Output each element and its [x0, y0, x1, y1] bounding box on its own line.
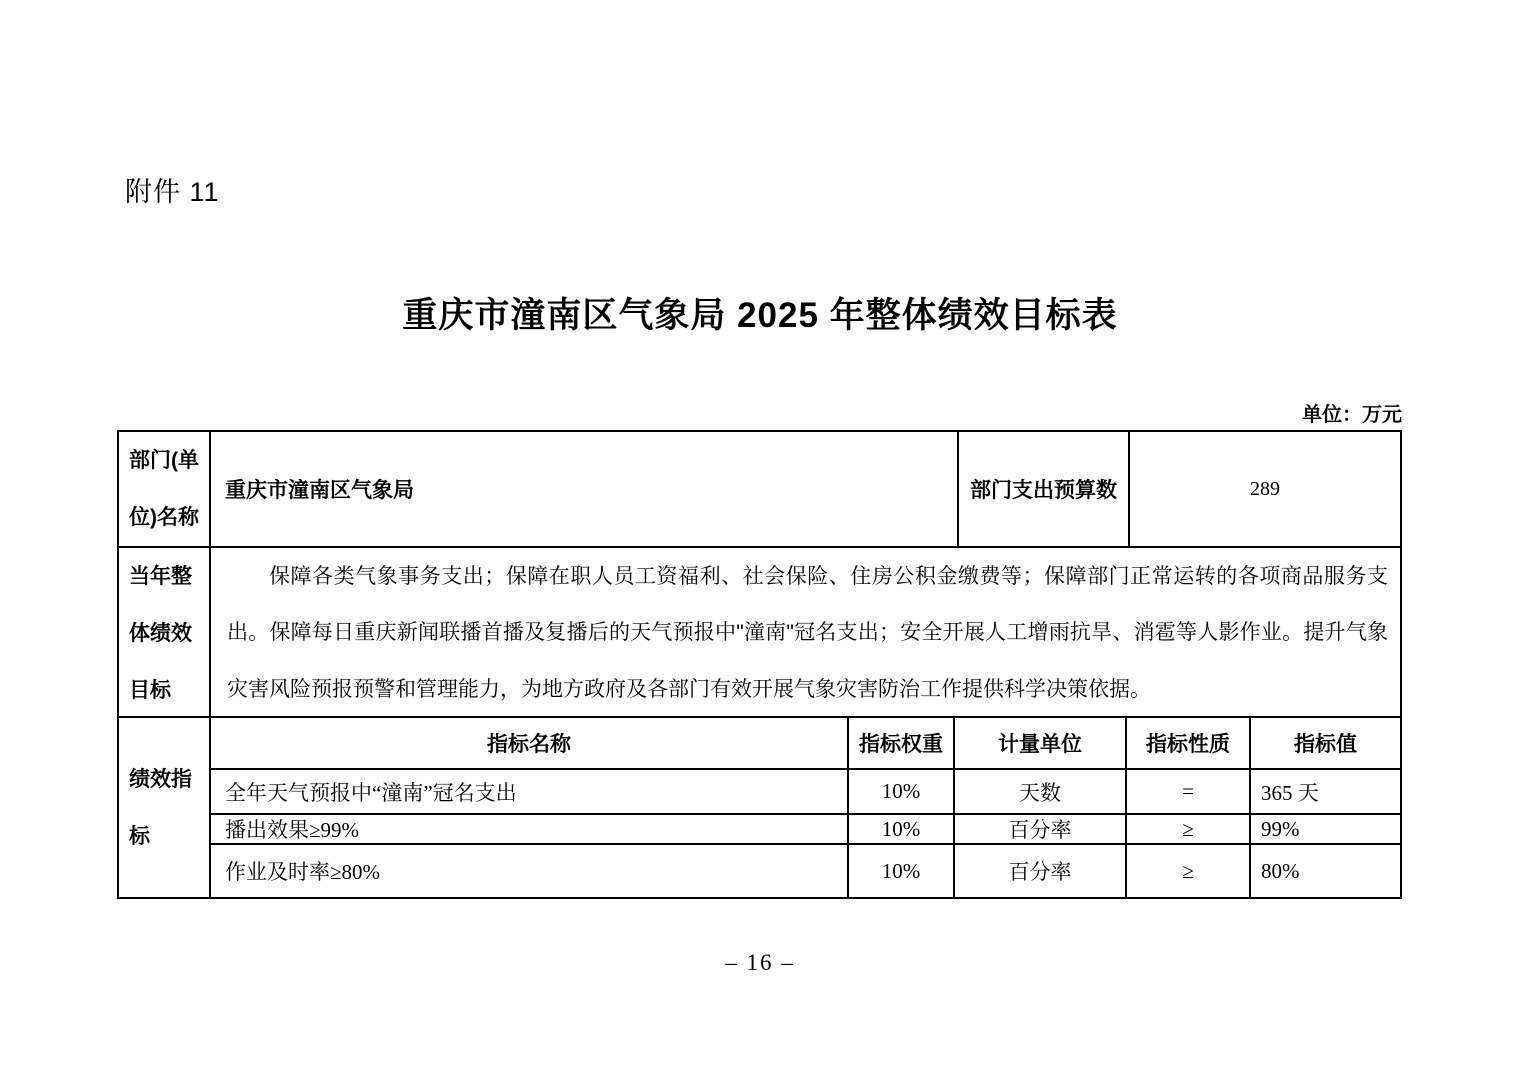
indicator-row-unit: 天数 — [953, 770, 1125, 815]
annual-goal-label — [119, 548, 211, 719]
indicator-row-value: 80% — [1249, 845, 1400, 897]
annual-goal-text: 保障各类气象事务支出；保障在职人员工资福利、社会保险、住房公积金缴费等；保障部门正常运转的各项商品服务支出。保障每日重庆新闻联播首播及复播后的天气预报中"潼南"冠名支出；安全开展人工增雨抗旱、消雹等人影作业。提升气象灾害风险预报预警和管理能力，为地方政府及各部门有效开展气象灾害防治工作提供科学决策依据。 — [227, 564, 1388, 701]
table-row-department — [119, 432, 1400, 548]
indicator-header-value: 指标值 — [1249, 718, 1400, 770]
indicators-grid — [211, 718, 1400, 897]
annual-goal-text-cell — [211, 548, 1400, 719]
indicator-header-name: 指标名称 — [211, 718, 847, 770]
budget-value-text: 289 — [1250, 477, 1280, 500]
indicator-row-unit: 百分率 — [953, 845, 1125, 897]
indicator-row-value: 365 天 — [1249, 770, 1400, 815]
annual-goal-label-text: 当年整体绩效目标 — [129, 565, 192, 702]
indicators-label-text: 绩效指标 — [129, 767, 192, 848]
page-number: – 16 – — [725, 950, 795, 975]
indicator-row-nature: ≥ — [1125, 815, 1249, 845]
dept-name-value-text: 重庆市潼南区气象局 — [225, 479, 414, 502]
budget-label — [959, 432, 1130, 546]
indicators-label — [119, 718, 211, 897]
table-row-indicators — [119, 718, 1400, 897]
indicator-row-weight: 10% — [847, 815, 953, 845]
budget-label-text: 部门支出预算数 — [970, 479, 1117, 502]
indicator-row-nature: ≥ — [1125, 845, 1249, 897]
indicator-row-name: 播出效果≥99% — [211, 815, 847, 845]
indicator-header-weight: 指标权重 — [847, 718, 953, 770]
dept-name-label-text: 部门(单位)名称 — [129, 449, 199, 529]
dept-name-value — [211, 432, 959, 546]
indicator-row-name: 全年天气预报中“潼南”冠名支出 — [211, 770, 847, 815]
indicator-row-nature: = — [1125, 770, 1249, 815]
indicator-header-unit: 计量单位 — [953, 718, 1125, 770]
indicator-row-name: 作业及时率≥80% — [225, 860, 381, 884]
unit-note: 单位：万元 — [1302, 404, 1402, 426]
attachment-label: 附件 11 — [125, 177, 220, 207]
table-row-annual-goal — [119, 548, 1400, 718]
indicator-row-weight: 10% — [847, 770, 953, 815]
indicator-row-value: 99% — [1249, 815, 1400, 845]
indicator-header-nature: 指标性质 — [1125, 718, 1249, 770]
page-title: 重庆市潼南区气象局 2025 年整体绩效目标表 — [402, 296, 1118, 335]
budget-value — [1130, 432, 1400, 546]
indicator-row-weight: 10% — [847, 845, 953, 897]
dept-name-label — [119, 432, 211, 546]
indicator-row-unit: 百分率 — [953, 815, 1125, 845]
performance-target-table — [117, 430, 1402, 899]
